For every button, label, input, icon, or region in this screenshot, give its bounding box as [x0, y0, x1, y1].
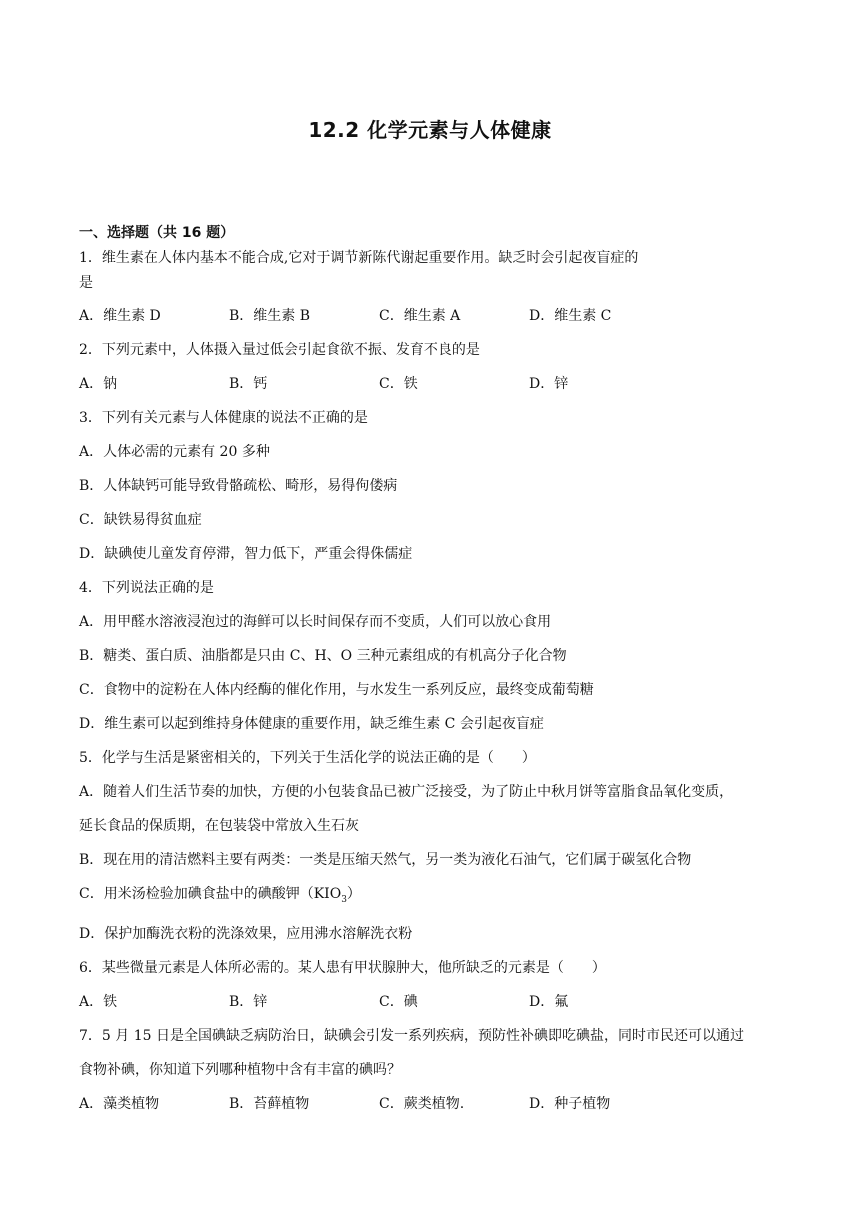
option-c[interactable]: C．蕨类植物.	[379, 1095, 465, 1112]
option-d[interactable]: D．维生素 C	[529, 308, 612, 324]
option-row	[79, 1087, 785, 1121]
option-a[interactable]: A．维生素 D	[79, 308, 161, 324]
option-d[interactable]: D．缺碘使儿童发育停滞，智力低下，严重会得侏儒症	[79, 546, 413, 562]
question-6	[79, 951, 785, 1019]
option-a-continued: 延长食品的保质期，在包装袋中常放入生石灰	[79, 818, 359, 834]
question-stem: 2．下列元素中，人体摄入量过低会引起食欲不振、发育不良的是	[79, 342, 480, 358]
question-stem: 4．下列说法正确的是	[79, 580, 214, 596]
option-c[interactable]: C．缺铁易得贫血症	[79, 512, 202, 528]
option-a[interactable]: A．钠	[79, 376, 118, 392]
option-c[interactable]	[79, 877, 785, 917]
question-7	[79, 1019, 785, 1121]
question-3	[79, 401, 785, 571]
option-row	[79, 367, 785, 401]
option-row	[79, 985, 785, 1019]
option-c[interactable]: C．食物中的淀粉在人体内经酶的催化作用，与水发生一系列反应，最终变成葡萄糖	[79, 682, 594, 698]
option-a[interactable]: A．人体必需的元素有 20 多种	[79, 444, 270, 460]
question-stem: 6．某些微量元素是人体所必需的。某人患有甲状腺肿大，他所缺乏的元素是（ ）	[79, 959, 606, 976]
option-d[interactable]: D．保护加酶洗衣粉的洗涤效果，应用沸水溶解洗衣粉	[79, 925, 413, 942]
option-b[interactable]: B．钙	[229, 376, 268, 392]
question-stem-continued: 食物补碘，你知道下列哪种植物中含有丰富的碘吗？	[79, 1061, 401, 1078]
option-c[interactable]: C．铁	[379, 376, 418, 392]
page-title: 12.2 化学元素与人体健康	[308, 118, 552, 142]
question-4	[79, 571, 785, 741]
option-d[interactable]: D．氟	[529, 993, 569, 1010]
option-b[interactable]: B．人体缺钙可能导致骨骼疏松、畸形，易得佝偻病	[79, 478, 398, 494]
option-b[interactable]: B．维生素 B	[229, 308, 311, 324]
question-2	[79, 333, 785, 401]
subscript-3: 3	[341, 894, 347, 905]
option-a[interactable]: A．铁	[79, 993, 118, 1010]
option-a[interactable]: A．用甲醛水溶液浸泡过的海鲜可以长时间保存而不变质，人们可以放心食用	[79, 614, 552, 630]
option-b[interactable]: B．现在用的清洁燃料主要有两类：一类是压缩天然气，另一类为液化石油气，它们属于碳氢化合物	[79, 852, 692, 868]
option-d[interactable]: D．维生素可以起到维持身体健康的重要作用，缺乏维生素 C 会引起夜盲症	[79, 716, 544, 732]
option-d[interactable]: D．种子植物	[529, 1095, 611, 1112]
option-a[interactable]: A．藻类植物	[79, 1095, 160, 1112]
option-c-close: ）	[346, 886, 361, 902]
option-a[interactable]: A．随着人们生活节奏的加快，方便的小包装食品已被广泛接受，为了防止中秋月饼等富脂食品氧化变质，	[79, 784, 734, 800]
option-c-text: C．用米汤检验加碘食盐中的碘酸钾（KIO	[79, 886, 342, 902]
question-stem: 1．维生素在人体内基本不能合成,它对于调节新陈代谢起重要作用。缺乏时会引起夜盲症的	[79, 250, 639, 266]
question-1	[79, 245, 785, 333]
question-list	[79, 221, 785, 1121]
option-d[interactable]: D．锌	[529, 376, 569, 392]
section-heading: 一、选择题（共 16 题）	[79, 225, 235, 241]
option-c[interactable]: C．碘	[379, 993, 418, 1010]
question-stem: 7．5 月 15 日是全国碘缺乏病防治日，缺碘会引发一系列疾病，预防性补碘即吃碘盐，同时市民还可以通过	[79, 1027, 744, 1044]
question-stem-continued: 是	[79, 275, 93, 291]
question-stem: 3．下列有关元素与人体健康的说法不正确的是	[79, 410, 368, 426]
question-stem: 5．化学与生活是紧密相关的，下列关于生活化学的说法正确的是（ ）	[79, 750, 536, 766]
option-row	[79, 299, 785, 333]
option-b[interactable]: B．锌	[229, 993, 268, 1010]
question-5	[79, 741, 785, 951]
option-b[interactable]: B．苔藓植物	[229, 1095, 310, 1112]
option-c[interactable]: C．维生素 A	[379, 308, 461, 324]
option-b[interactable]: B．糖类、蛋白质、油脂都是只由 C、H、O 三种元素组成的有机高分子化合物	[79, 648, 567, 664]
